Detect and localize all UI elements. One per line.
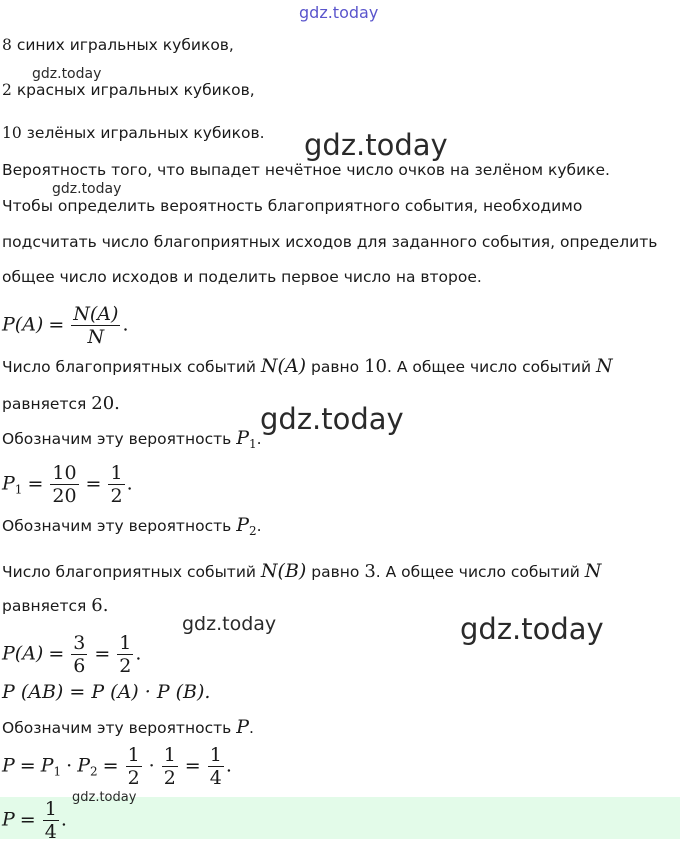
fraction-1-over-2 (126, 744, 142, 789)
formula-p2-subscript: 2 (90, 764, 98, 779)
denote-p2-symbol: P (236, 514, 249, 536)
formula-p1-subscript: 1 (53, 764, 62, 779)
given-red-number: 2 (2, 81, 12, 99)
denote-p2-period: . (256, 517, 262, 535)
formula-equals: = (27, 472, 44, 495)
formula-pa-lhs: P(A) (2, 313, 44, 336)
question-text: Вероятность того, что выпадет нечётное число очков на зелёном кубике. (2, 161, 610, 179)
fraction-numerator: 1 (127, 744, 140, 766)
fraction-numerator: 1 (110, 462, 123, 484)
formula-p2-symbol: P (77, 754, 90, 777)
fraction-3-over-6 (71, 632, 87, 677)
denote-p2-line (2, 515, 262, 541)
fraction-denominator: 2 (127, 767, 140, 789)
formula-period: . (225, 754, 232, 777)
explanation-line-2: подсчитать число благоприятных исходов для заданного события, определить (2, 233, 658, 251)
formula-equals: = (48, 642, 65, 665)
formula-equals: = (19, 808, 36, 831)
formula-probability-definition (2, 303, 128, 348)
total-a-value: 20. (91, 393, 120, 414)
watermark-2: gdz.today (304, 128, 448, 162)
formula-equals: = (48, 313, 65, 336)
fraction-denominator: 20 (52, 485, 77, 507)
favorable-a-suffix: . А общее число событий (386, 358, 592, 376)
given-blue-text: синих игральных кубиков, (16, 36, 234, 54)
watermark-6: gdz.today (460, 612, 604, 646)
denote-p1-line (2, 428, 262, 454)
fraction-1-over-4 (208, 744, 224, 789)
final-answer (2, 798, 67, 843)
formula-p-product (2, 744, 232, 789)
fraction-numerator: 1 (44, 798, 57, 820)
fraction-10-over-20 (50, 462, 78, 507)
formula-equals: = (19, 754, 36, 777)
favorable-b-prefix: Число благоприятных событий (2, 563, 256, 581)
fraction-denominator: 4 (44, 821, 57, 843)
favorable-b-value: 3 (364, 561, 376, 582)
total-b-line (2, 596, 108, 616)
total-b-value: 6. (91, 595, 109, 616)
fraction-na-over-n (71, 303, 120, 348)
watermark-top: gdz.today (299, 3, 379, 22)
denote-p-period: . (249, 719, 254, 737)
fraction-denominator: 2 (110, 485, 123, 507)
formula-p1-symbol: P (2, 472, 15, 495)
formula-equals: = (102, 754, 119, 777)
formula-p-symbol: P (2, 754, 15, 777)
watermark-7: gdz.today (72, 790, 137, 805)
formula-equals: = (94, 642, 111, 665)
denote-p-line (2, 717, 254, 738)
formula-equals: = (184, 754, 201, 777)
watermark-3: gdz.today (52, 181, 122, 197)
total-a-line (2, 394, 120, 414)
formula-dot: · (148, 754, 155, 777)
total-a-prefix: равняется (2, 395, 87, 413)
fraction-denominator: 6 (73, 655, 86, 677)
total-b-prefix: равняется (2, 597, 87, 615)
formula-pa-symbol: P(A) (2, 642, 44, 665)
fraction-denominator: 2 (163, 767, 176, 789)
fraction-numerator: 3 (73, 632, 86, 654)
total-b-symbol: N (584, 560, 602, 582)
given-blue-number: 8 (2, 36, 12, 54)
watermark-4: gdz.today (260, 402, 404, 436)
fraction-numerator: N(A) (73, 303, 119, 325)
favorable-a-symbol: N(A) (260, 355, 307, 377)
formula-p1 (2, 462, 133, 507)
denote-p1-text: Обозначим эту вероятность (2, 430, 232, 448)
formula-period: . (135, 642, 142, 665)
formula-product-rule: P (AB) = P (A) · P (B). (2, 681, 211, 703)
formula-equals: = (85, 472, 102, 495)
explanation-line-1: Чтобы определить вероятность благоприятного события, необходимо (2, 197, 583, 215)
given-blue (2, 35, 234, 55)
denote-p2-subscript: 2 (249, 524, 257, 538)
formula-pa-value (2, 632, 141, 677)
fraction-1-over-2 (108, 462, 124, 507)
watermark-5: gdz.today (182, 613, 277, 635)
formula-period: . (122, 313, 129, 336)
fraction-1-over-4 (43, 798, 59, 843)
given-red-text: красных игральных кубиков, (16, 81, 255, 99)
favorable-a-value: 10 (364, 356, 387, 377)
fraction-1-over-2 (162, 744, 178, 789)
favorable-a-prefix: Число благоприятных событий (2, 358, 256, 376)
denote-p2-text: Обозначим эту вероятность (2, 517, 232, 535)
given-green-text: зелёных игральных кубиков. (26, 124, 265, 142)
fraction-numerator: 1 (119, 632, 132, 654)
fraction-denominator: N (87, 326, 105, 348)
fraction-denominator: 4 (209, 767, 222, 789)
given-green-number: 10 (2, 124, 22, 142)
fraction-1-over-2 (117, 632, 133, 677)
formula-p1-symbol: P (40, 754, 54, 777)
fraction-numerator: 1 (209, 744, 222, 766)
denote-p-symbol: P (236, 716, 249, 738)
final-answer-symbol: P (2, 808, 15, 831)
denote-p-text: Обозначим эту вероятность (2, 719, 232, 737)
favorable-b-equals-word: равно (311, 563, 360, 581)
favorable-b-line (2, 561, 601, 582)
favorable-b-symbol: N(B) (260, 560, 307, 582)
fraction-numerator: 1 (163, 744, 176, 766)
watermark-1: gdz.today (32, 66, 102, 82)
formula-p1-subscript: 1 (14, 482, 23, 497)
favorable-b-suffix: . А общее число событий (375, 563, 580, 581)
explanation-line-3: общее число исходов и поделить первое число на второе. (2, 268, 482, 286)
formula-period: . (60, 808, 67, 831)
given-green (2, 123, 265, 143)
formula-period: . (126, 472, 133, 495)
given-red (2, 80, 255, 100)
fraction-denominator: 2 (119, 655, 132, 677)
favorable-a-equals-word: равно (311, 358, 360, 376)
formula-dot: · (66, 754, 73, 777)
fraction-numerator: 10 (52, 462, 77, 484)
denote-p1-period: . (256, 430, 262, 448)
denote-p1-subscript: 1 (249, 437, 257, 451)
favorable-a-line (2, 356, 613, 377)
denote-p1-symbol: P (236, 427, 249, 449)
total-symbol: N (595, 355, 613, 377)
